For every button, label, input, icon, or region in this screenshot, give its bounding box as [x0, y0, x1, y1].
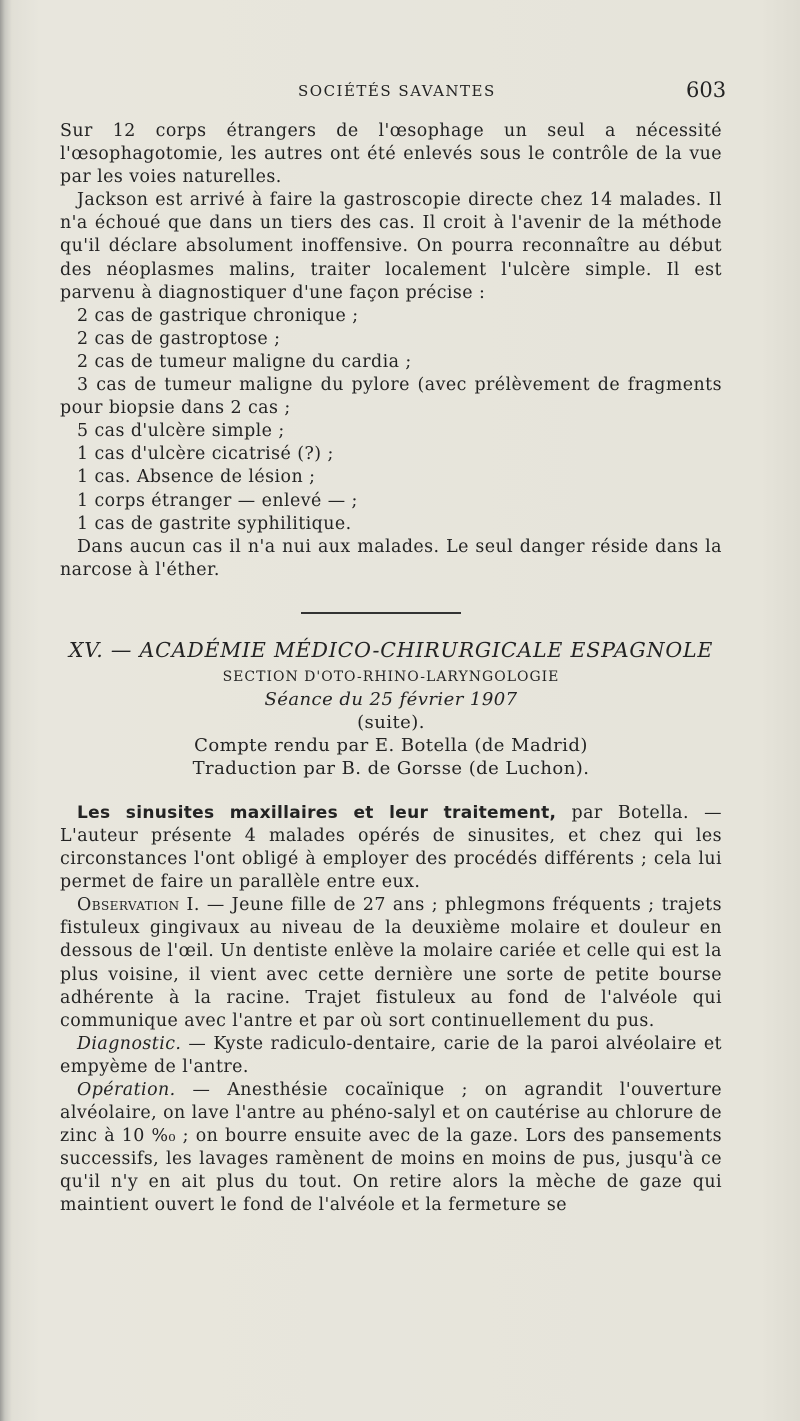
- article-lead: [60, 802, 722, 894]
- intro-paragraph-2: Jackson est arrivé à faire la gastroscopie directe chez 14 malades. Il n'a échoué que dans un tiers des cas. Il croit à l'avenir de la méthode qu'il déclare absolument inoffensive. On pourra reconnaître au début des néoplasmes malins, traiter localement l'ulcère simple. Il est parvenu à diagnostiquer d'une façon précise :: [60, 190, 722, 303]
- list-item: 1 cas d'ulcère cicatrisé (?) ;: [77, 444, 334, 465]
- list-item: 1 cas. Absence de lésion ;: [77, 467, 316, 488]
- section-subtitle: SECTION D'OTO-RHINO-LARYNGOLOGIE: [222, 668, 560, 685]
- diagnosis-label: Diagnostic.: [77, 1033, 182, 1054]
- diagnosis-paragraph: [60, 1033, 722, 1079]
- article-title: Les sinusites maxillaires et leur traitement,: [77, 802, 557, 823]
- observation-text: I. — Jeune fille de 27 ans ; phlegmons fréquents ; trajets fistuleux gingivaux au niveau de la deuxième molaire et douleur en dessous de l'œil. Un dentiste enlève la molaire cariée et celle qui est la plus voisine, il vient avec cette dernière une sorte de petite bourse adhérente à la racine. Trajet fistuleux au fond de l'alvéole qui communique avec l'antre et par où sort continuellement du pus.: [60, 895, 722, 1031]
- page-body: [60, 120, 722, 1218]
- diagnosis-list: [60, 305, 722, 536]
- session-date: Séance du 25 février 1907: [264, 688, 518, 710]
- section-title: XV. — ACADÉMIE MÉDICO-CHIRURGICALE ESPAGNOLE: [68, 637, 714, 662]
- list-item: 2 cas de tumeur maligne du cardia ;: [77, 351, 412, 372]
- observation-label: Observation: [77, 895, 180, 916]
- page-number: 603: [686, 78, 727, 102]
- operation-text: — Anesthésie cocaïnique ; on agrandit l'ouverture alvéolaire, on lave l'antre au phéno-salyl et on cautérise au chlorure de zinc à 10 %₀ ; on bourre ensuite avec de la gaze. Lors des pansements successifs, les lavages ramènent de moins en moins de pus, jusqu'à ce qu'il n'y en ait plus du tout. On retire alors la mèche de gaze qui maintient ouvert le fond de l'alvéole et la fermeture se: [60, 1080, 722, 1216]
- list-item: 5 cas d'ulcère simple ;: [77, 421, 285, 442]
- section-heading: [60, 637, 722, 780]
- translation-credit: Traduction par B. de Gorsse (de Luchon).: [192, 757, 590, 779]
- page-header: [0, 78, 800, 106]
- operation-paragraph: [60, 1079, 722, 1218]
- section-divider: [301, 612, 461, 614]
- session-suite: (suite).: [357, 711, 425, 733]
- observation-paragraph: [60, 894, 722, 1033]
- intro-paragraph-1: Sur 12 corps étrangers de l'œsophage un seul a nécessité l'œsophagotomie, les autres ont été enlevés sous le contrôle de la vue par les voies naturelles.: [60, 121, 722, 188]
- report-credit: Compte rendu par E. Botella (de Madrid): [194, 734, 588, 756]
- intro-paragraph-3: Dans aucun cas il n'a nui aux malades. Le seul danger réside dans la narcose à l'éther.: [60, 536, 722, 580]
- list-item: 3 cas de tumeur maligne du pylore (avec prélèvement de fragments pour biopsie dans 2 cas ;: [60, 375, 722, 419]
- operation-label: Opération.: [77, 1080, 176, 1100]
- diagnosis-text: — Kyste radiculo-dentaire, carie de la paroi alvéolaire et empyème de l'antre.: [60, 1033, 722, 1077]
- list-item: 2 cas de gastroptose ;: [77, 328, 281, 349]
- list-item: 2 cas de gastrique chronique ;: [77, 305, 359, 326]
- running-title: SOCIÉTÉS SAVANTES: [298, 82, 496, 100]
- list-item: 1 corps étranger — enlevé — ;: [77, 490, 358, 511]
- article: [60, 802, 722, 1218]
- list-item: 1 cas de gastrite syphilitique.: [77, 513, 352, 534]
- article-intro: par Botella. — L'auteur présente 4 malades opérés de sinusites, et chez qui les circonstances l'ont obligé à employer des procédés différents ; cela lui permet de faire un parallèle entre eux.: [60, 802, 722, 893]
